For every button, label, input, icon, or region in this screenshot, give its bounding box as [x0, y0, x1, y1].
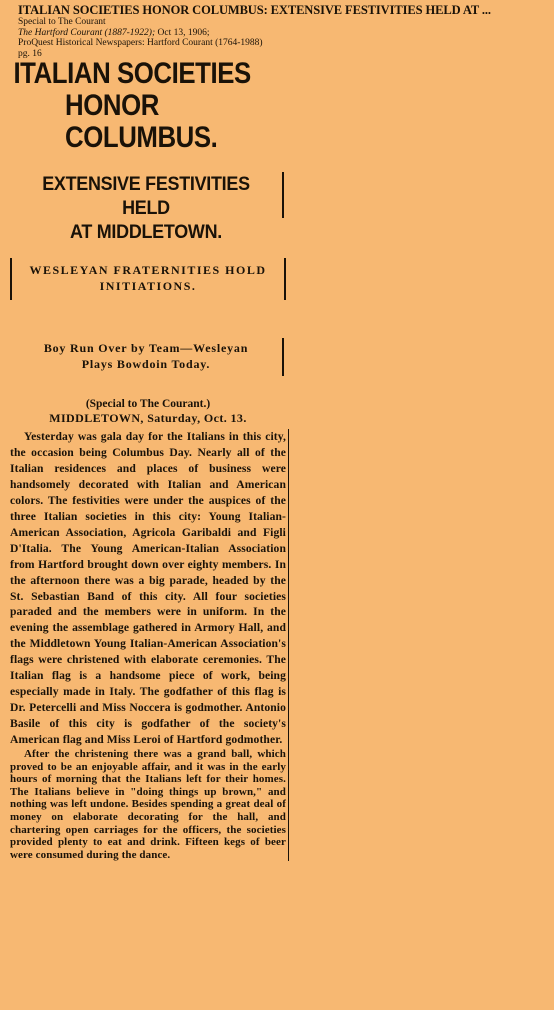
citation-header [18, 4, 554, 59]
citation-source-date: Oct 13, 1906; [155, 27, 210, 38]
main-headline [10, 58, 285, 154]
main-headline-line2: HONOR COLUMBUS. [65, 89, 218, 154]
citation-page: pg. 16 [18, 48, 42, 59]
dateline-special: (Special to The Courant.) [85, 398, 211, 410]
citation-title: ITALIAN SOCIETIES HONOR COLUMBUS: EXTENSIVE FESTIVITIES HELD AT ... [18, 4, 491, 17]
dateline-place: MIDDLETOWN, Saturday, Oct. 13. [49, 411, 247, 425]
deck2-line2: INITIATIONS. [99, 279, 197, 293]
body-paragraph-2: After the christening there was a grand ball, which proved to be an enjoyable affair, and it was in the early hours of morning that the Italians left for their homes. The Italians believe in "doing things up brown," and nothing was left undone. Besides spending a great deal of money on elaborate decorating for the hall, and chartering open carriages for the officers, the societies provided plenty to eat and drink. Fifteen kegs of beer were consumed during the dance. [10, 748, 286, 861]
main-headline-line1: ITALIAN SOCIETIES [13, 57, 251, 90]
deck3-line2: Plays Bowdoin Today. [81, 357, 211, 371]
newspaper-article [10, 57, 286, 861]
citation-source [18, 28, 554, 39]
deck-headline-1 [10, 172, 284, 243]
deck1-line1: EXTENSIVE FESTIVITIES HELD [42, 173, 250, 219]
deck2-line1: WESLEYAN FRATERNITIES HOLD [29, 263, 267, 277]
citation-database: ProQuest Historical Newspapers: Hartford Courant (1764-1988) [18, 38, 263, 48]
citation-byline: Special to The Courant [18, 17, 106, 27]
citation-source-name: The Hartford Courant (1887-1922); [18, 27, 156, 38]
body-paragraph-1: Yesterday was gala day for the Italians in this city, the occasion being Columbus Day. Nearly all of the Italian residences and places of business were handsomely decorated with Italian and American colors. The festivities were under the auspices of the three Italian societies in this city: Young Italian-American Association, Agricola Garibaldi and Figli D'Italia. The Young American-Italian Association from Hartford brought down over eighty members. In the afternoon there was a big parade, headed by the St. Sebastian Band of this city. All four societies paraded and the members were in uniform. In the evening the assemblage gathered in Armory Hall, and the Middletown Young Italian-American Association's flags were christened with elaborate ceremonies. The Italian flag is a handsome piece of work, being especially made in Italy. The godfather of this flag is Dr. Petercelli and Miss Noccera is godmother. Antonio Basile of this city is godfather of the society's American flag and Miss Leroi of Hartford godmother. [10, 430, 286, 747]
deck-headline-2 [10, 258, 286, 300]
deck3-line1: Boy Run Over by Team—Wesleyan [43, 341, 249, 355]
article-body [10, 429, 289, 861]
deck-headline-3 [10, 338, 284, 376]
deck1-line2: AT MIDDLETOWN. [70, 221, 222, 243]
dateline [10, 398, 286, 425]
